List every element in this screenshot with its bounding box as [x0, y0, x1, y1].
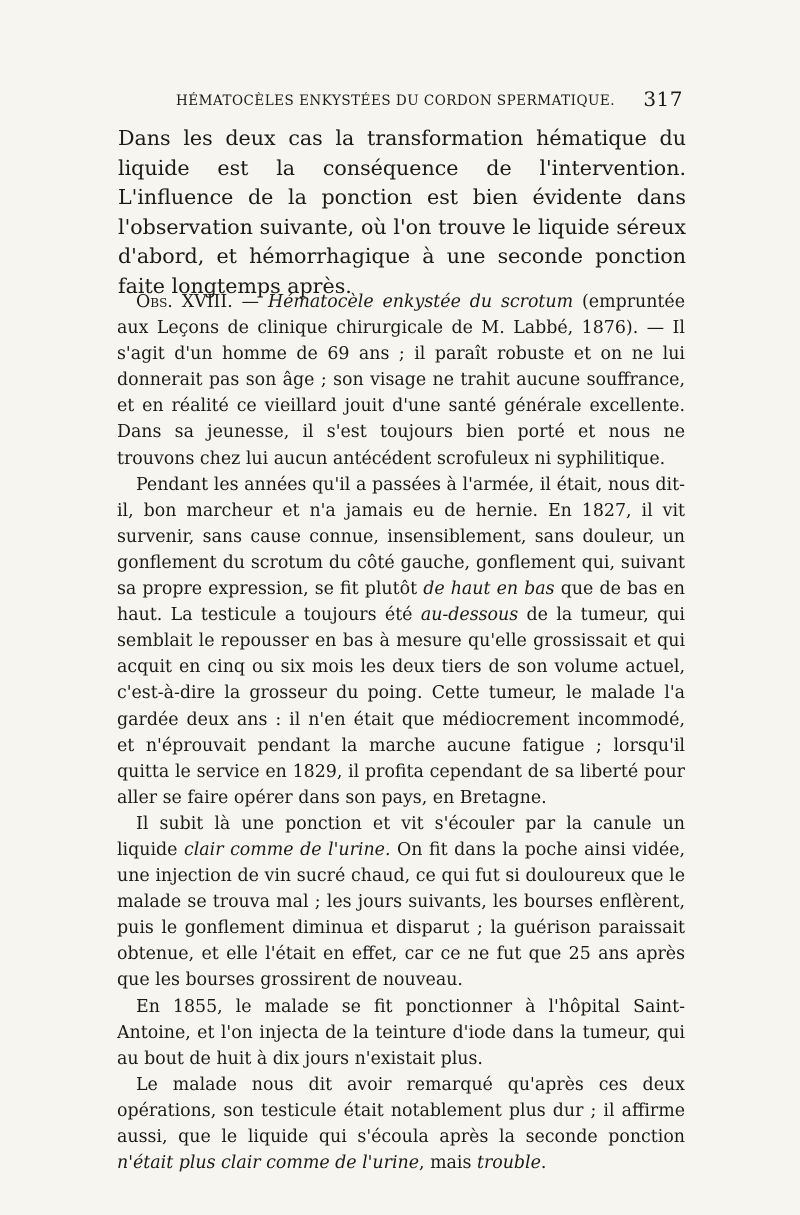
paragraph-1855: En 1855, le malade se fit ponctionner à l'hôpital Saint-Antoine, et l'on injecta de la teinture d'iode dans la tumeur, qui au bout de huit à dix jours n'existait plus. — [117, 996, 685, 1069]
observation-block — [117, 289, 685, 1176]
italic-run: clair comme de l'urine. — [183, 839, 391, 860]
text-run: , mais — [419, 1153, 477, 1174]
paragraph-ponction — [117, 811, 685, 994]
italic-run: trouble — [476, 1153, 541, 1174]
text-run: . — [540, 1153, 547, 1174]
running-title: HÉMATOCÈLES ENKYSTÉES DU CORDON SPERMATIQUE. — [176, 93, 616, 109]
text-run: On fit dans la poche ainsi vidée, une injection de vin sucré chaud, ce qui fut si douloureux que le malade se trouva mal ; les jours suivants, les bourses enflèrent, puis le gonflement diminua et disparut ; la guérison paraissait obtenue, et elle l'était en effet, car ce ne fut que 25 ans après que les bourses grossirent de nouveau. — [117, 839, 685, 991]
italic-run: n'était plus clair comme de l'urine — [117, 1153, 420, 1174]
paragraph-army — [117, 472, 685, 811]
text-run: que de bas en haut. La testicule a toujours été — [117, 579, 685, 626]
text-run: Le malade nous dit avoir remarqué qu'après ces deux opérations, son testicule était notablement plus dur ; il affirme aussi, que le liquide qui s'écoula après la seconde ponction — [117, 1074, 685, 1147]
text-run: Pendant les années qu'il a passées à l'armée, il était, nous dit-il, bon marcheur et n'a jamais eu de hernie. En 1827, il vit survenir, sans cause connue, insensiblement, sans douleur, un gonflement du scrotum du côté gauche, gonflement qui, suivant sa propre expression, se fit plutôt — [117, 474, 685, 600]
paragraph-remarque — [117, 1072, 685, 1176]
text-run: Il subit là une ponction et vit s'écouler par la canule un liquide — [117, 813, 685, 860]
italic-run: de haut en bas — [423, 579, 555, 600]
observation-title: Hématocèle enkystée du scrotum — [267, 292, 574, 312]
italic-run: au-dessous — [420, 605, 519, 626]
observation-dash: — — [232, 292, 268, 312]
text-run: de la tumeur, qui semblait le repousser en bas à mesure qu'elle grossissait et qui acquit en cinq ou six mois les deux tiers de son volume actuel, c'est-à-dire la grosseur du poing. Cette tumeur, le malade l'a gardée deux ans : il n'en était que médiocrement incommodé, et n'éprouvait pendant la marche aucune fatigue ; lorsqu'il quitta le service en 1829, il profita cependant de sa liberté pour aller se faire opérer dans son pays, en Bretagne. — [117, 605, 685, 808]
lead-paragraph: Dans les deux cas la transformation hématique du liquide est la conséquence de l'intervention. L'influence de la ponction est bien évidente dans l'observation suivante, où l'on trouve le liquide séreux d'abord, et hémorrhagique à une seconde ponction faite longtemps après. — [118, 126, 686, 298]
page-number: 317 — [643, 87, 683, 111]
observation-text: (empruntée aux Leçons de clinique chirurgicale de M. Labbé, 1876). — Il s'agit d'un homme de 69 ans ; il paraît robuste et on ne lui donnerait pas son âge ; son visage ne trahit aucune souffrance, et en réalité ce vieillard jouit d'une santé générale excellente. Dans sa jeunesse, il s'est toujours bien porté et nous ne trouvons chez lui aucun antécédent scrofuleux ni syphilitique. — [117, 292, 685, 469]
observation-label: Obs. XVIII. — [136, 292, 233, 312]
observation-paragraph — [117, 289, 685, 472]
